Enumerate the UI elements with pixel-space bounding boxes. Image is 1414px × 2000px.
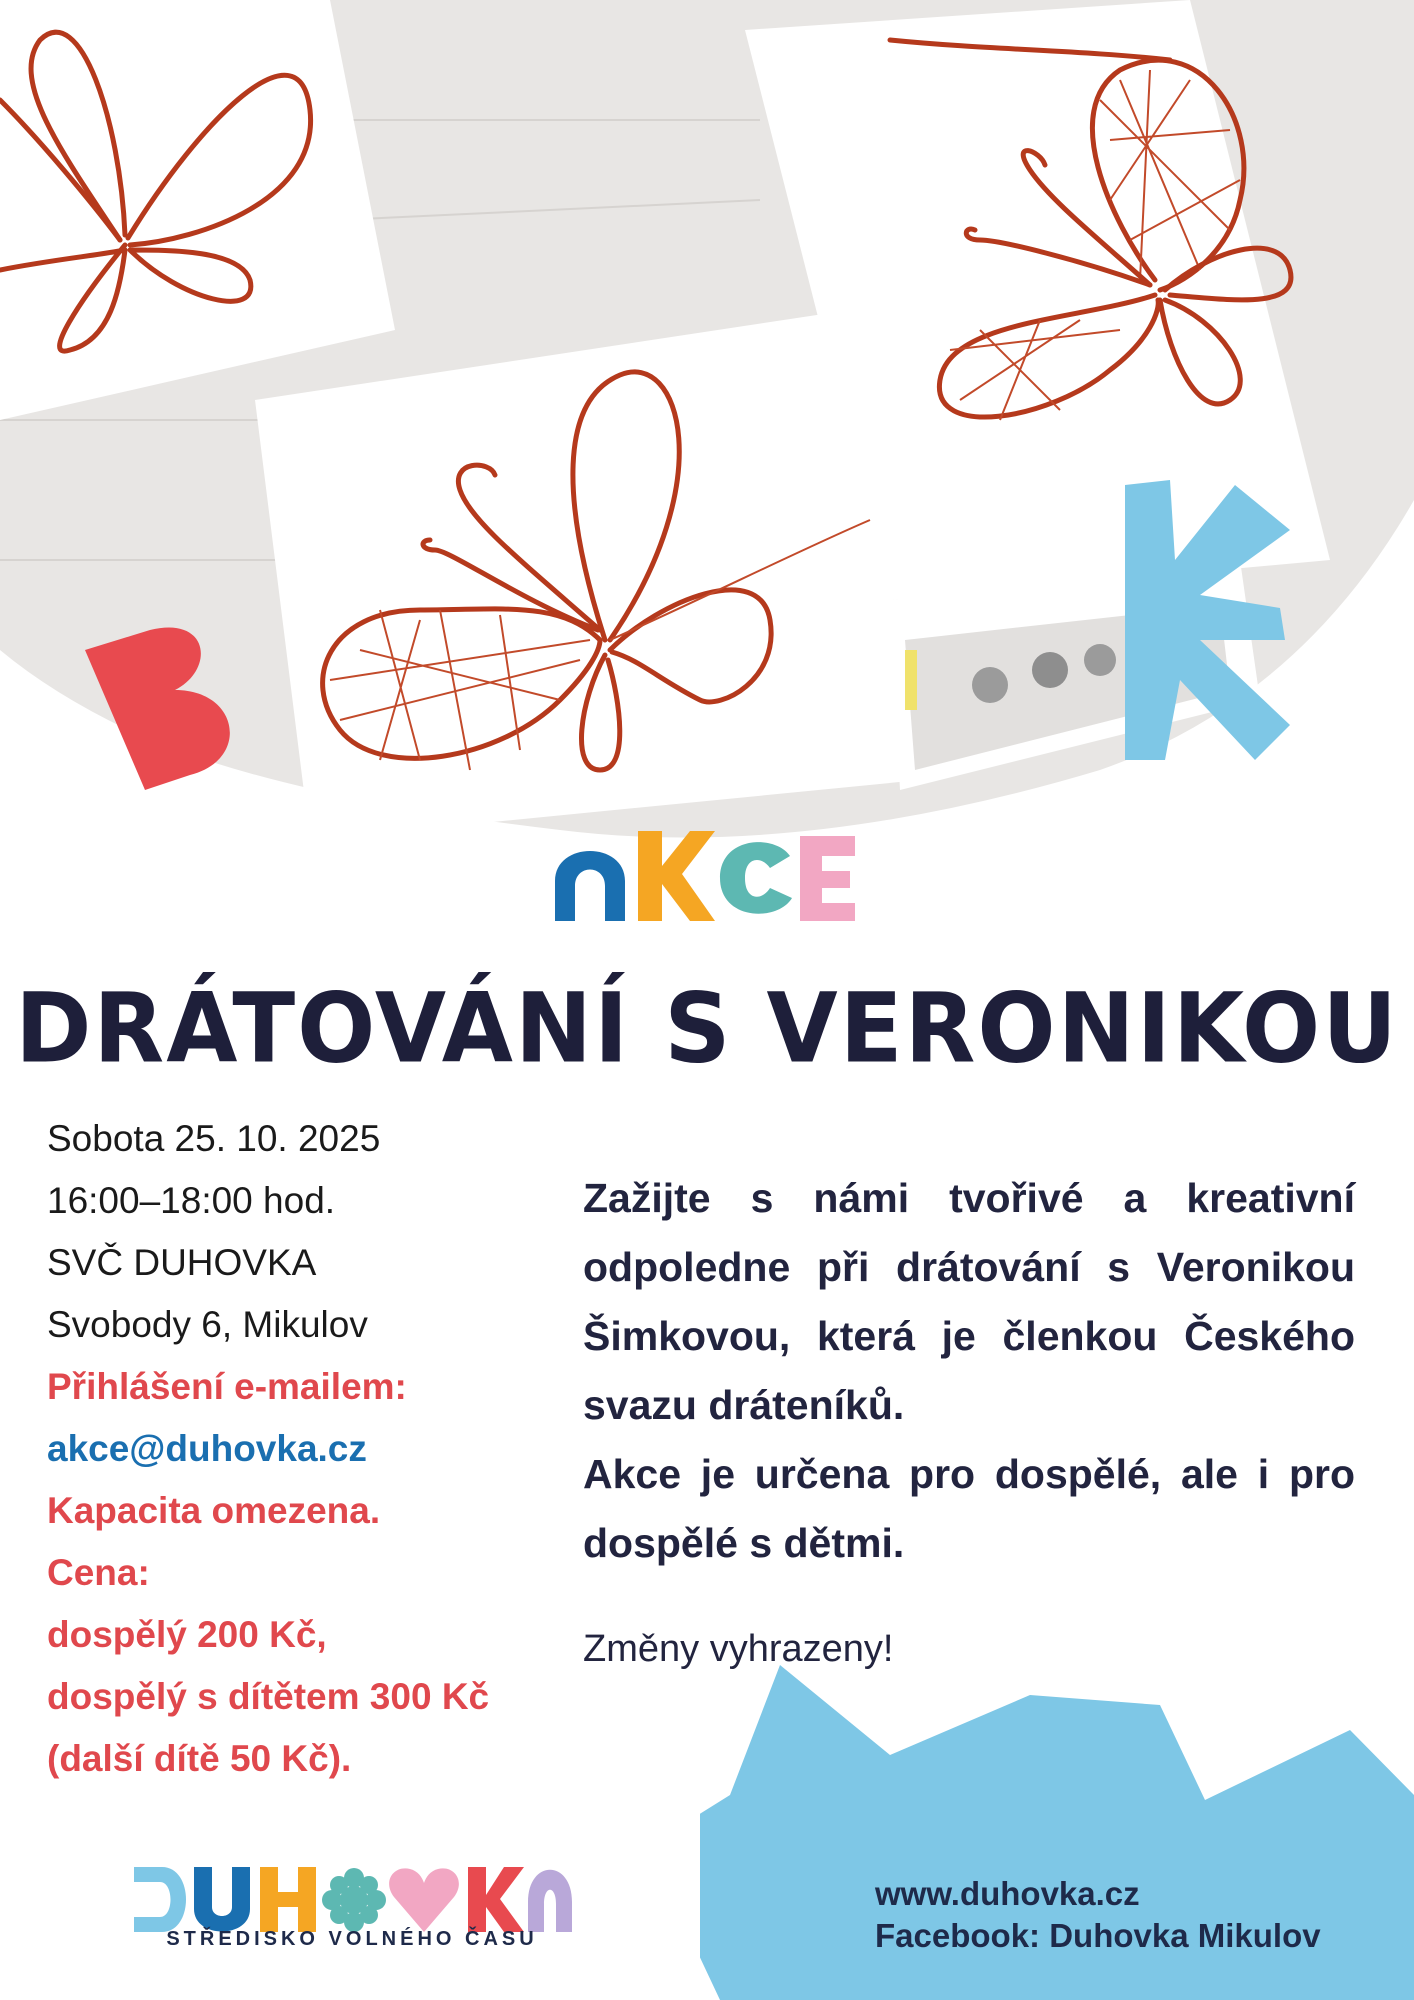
website-link[interactable]: www.duhovka.cz (875, 1875, 1140, 1912)
capacity-note: Kapacita omezena. (47, 1490, 381, 1531)
signup-label: Přihlášení e-mailem: (47, 1366, 407, 1407)
photo-collage (0, 0, 1414, 860)
description-paragraph-1: Zažijte s námi tvořivé a kreativní odpoledne při drátování s Veronikou Šimkovou, která je členkou Českého svazu dráteníků. (583, 1175, 1355, 1428)
akce-tag (550, 826, 870, 926)
event-venue: SVČ DUHOVKA (47, 1242, 317, 1283)
photo-wire-butterfly-half (255, 310, 920, 840)
facebook-link[interactable]: Facebook: Duhovka Mikulov (875, 1917, 1321, 1954)
event-title: DRÁTOVÁNÍ S VERONIKOU (15, 972, 1399, 1085)
price-label: Cena: (47, 1552, 150, 1593)
event-time: 16:00–18:00 hod. (47, 1180, 336, 1221)
event-info (47, 1108, 567, 1790)
event-address: Svobody 6, Mikulov (47, 1304, 368, 1345)
changes-reserved-note: Změny vyhrazeny! (583, 1628, 894, 1670)
logo-wordmark: DUHOVKA (132, 1857, 138, 1858)
event-date: Sobota 25. 10. 2025 (47, 1118, 381, 1159)
logo-tagline: STŘEDISKO VOLNÉHO ČASU (166, 1928, 538, 1950)
akce-text: AKCE (550, 826, 553, 827)
description-paragraph-2: Akce je určena pro dospělé, ale i pro dospělé s dětmi. (583, 1451, 1355, 1566)
signup-email-link[interactable]: akce@duhovka.cz (47, 1428, 367, 1469)
event-description (583, 1164, 1355, 1578)
price-adult-child: dospělý s dítětem 300 Kč (47, 1676, 490, 1717)
price-adult: dospělý 200 Kč, (47, 1614, 327, 1655)
contact-block (875, 1873, 1321, 1957)
price-extra-child: (další dítě 50 Kč). (47, 1738, 352, 1779)
